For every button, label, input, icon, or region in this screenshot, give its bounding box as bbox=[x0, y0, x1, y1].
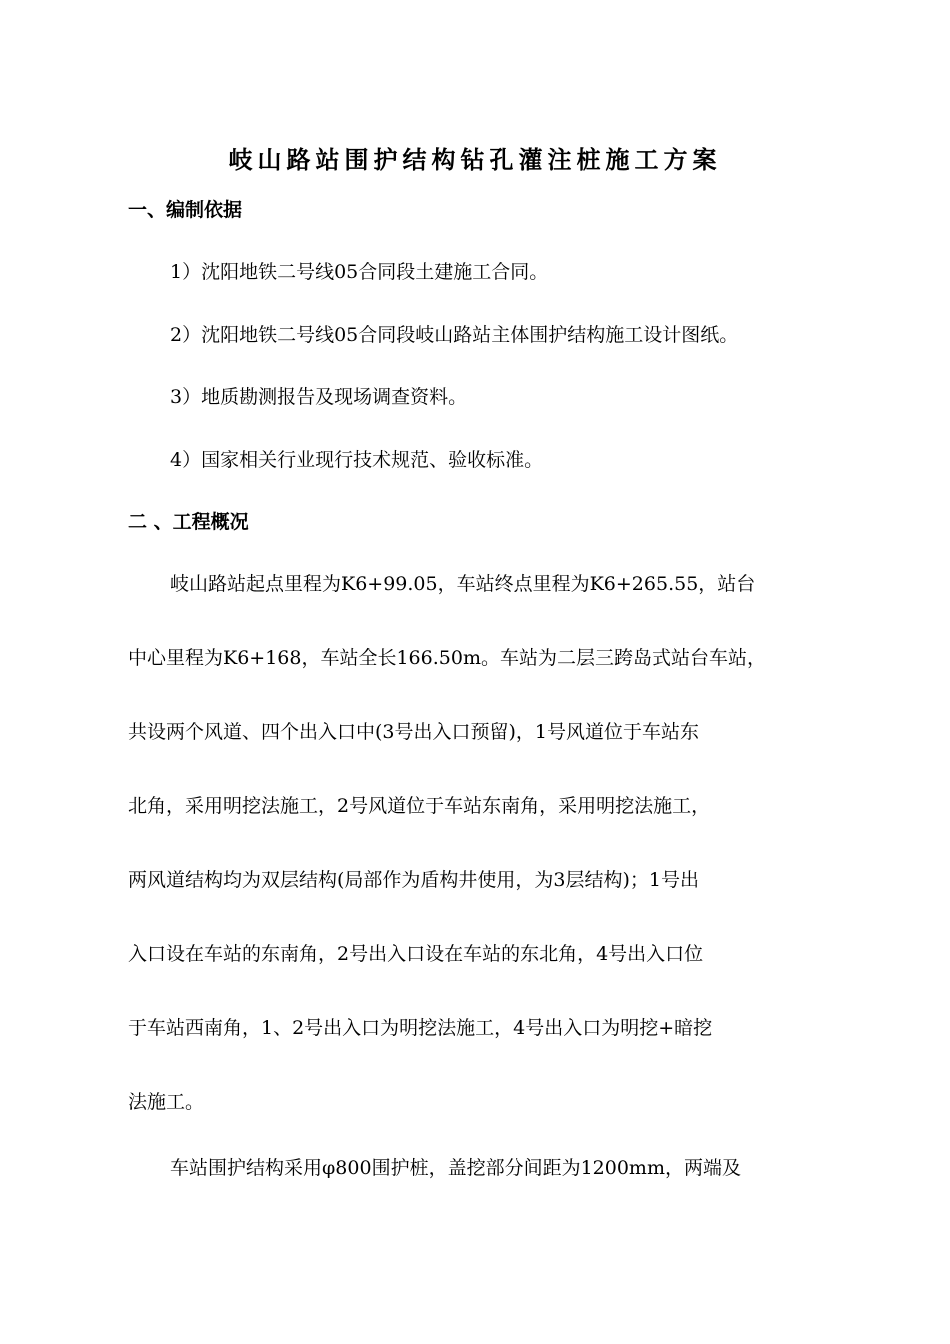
overview-line-9: 车站围护结构采用φ800围护桩，盖挖部分间距为1200mm，两端及 bbox=[170, 1157, 741, 1179]
document-title: 岐山路站围护结构钻孔灌注桩施工方案 bbox=[228, 145, 722, 174]
overview-line-5: 两风道结构均为双层结构(局部作为盾构井使用，为3层结构)；1号出 bbox=[128, 869, 700, 891]
basis-item-1: 1）沈阳地铁二号线05合同段土建施工合同。 bbox=[170, 261, 549, 283]
overview-line-6: 入口设在车站的东南角，2号出入口设在车站的东北角，4号出入口位 bbox=[128, 943, 704, 965]
overview-line-7: 于车站西南角，1、2号出入口为明挖法施工，4号出入口为明挖+暗挖 bbox=[128, 1017, 713, 1039]
overview-line-1: 岐山路站起点里程为K6+99.05，车站终点里程为K6+265.55，站台 bbox=[170, 573, 756, 595]
overview-line-4: 北角，采用明挖法施工，2号风道位于车站东南角，采用明挖法施工， bbox=[128, 795, 711, 817]
section-heading-overview: 二 、工程概况 bbox=[128, 511, 249, 533]
basis-item-2: 2）沈阳地铁二号线05合同段岐山路站主体围护结构施工设计图纸。 bbox=[170, 324, 739, 346]
basis-item-3: 3）地质勘测报告及现场调查资料。 bbox=[170, 386, 468, 408]
basis-item-4: 4）国家相关行业现行技术规范、验收标准。 bbox=[170, 449, 544, 471]
overview-line-8: 法施工。 bbox=[128, 1091, 205, 1113]
overview-line-2: 中心里程为K6+168，车站全长166.50m。车站为二层三跨岛式站台车站， bbox=[128, 647, 766, 669]
section-heading-basis: 一、编制依据 bbox=[128, 199, 243, 221]
overview-line-3: 共设两个风道、四个出入口中(3号出入口预留)，1号风道位于车站东 bbox=[128, 721, 700, 743]
